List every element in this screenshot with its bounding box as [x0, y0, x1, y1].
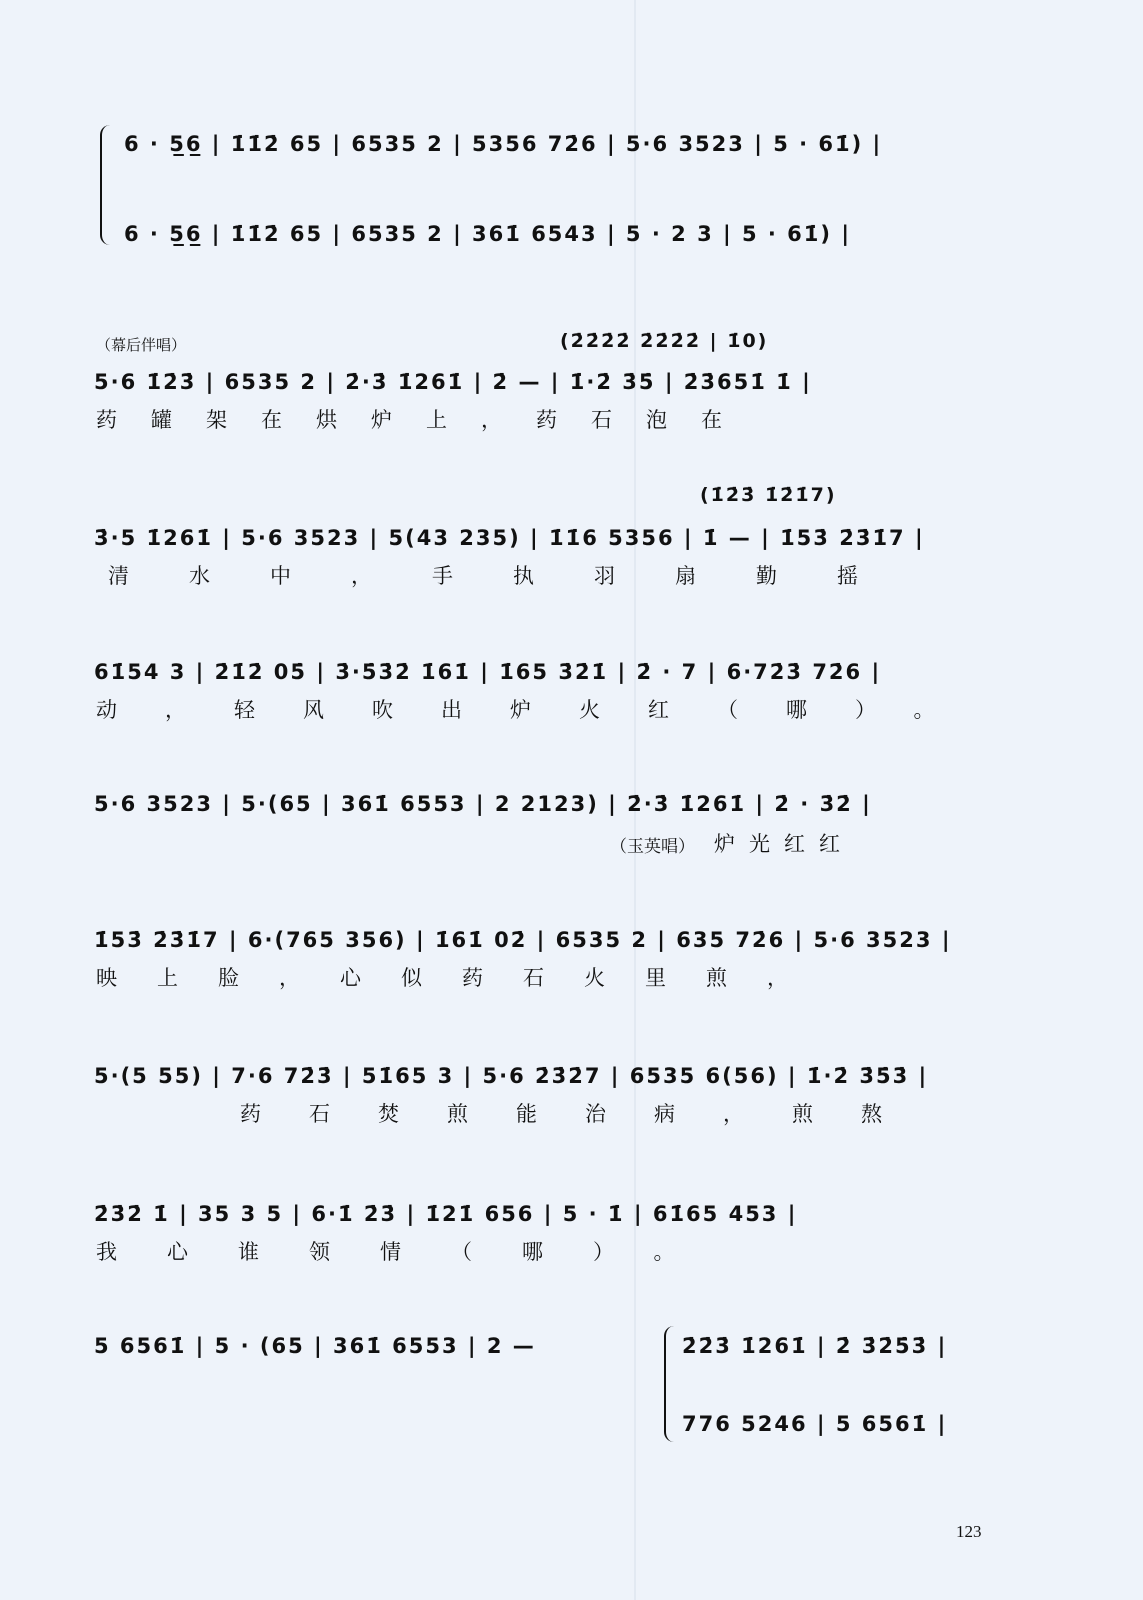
notation-line: 5·(5 55) | 7·6 72̇3̇ | 51̇65 3 | 5·6 2̇3̇2̇7 | 6535 6(56) | 1̇·2̇ 3̇5̇3̇ |: [94, 1064, 929, 1088]
notation-line: 5 6561̇ | 5 · (65 | 361̇ 6553 | 2 —: [94, 1334, 536, 1358]
notation-line: 1̇53̇ 2̇3̇1̇7 | 6·(765 356) | 1̇61̇ 02̇ | 6535 2 | 635 72̇6 | 5·6 3523 |: [94, 928, 952, 952]
notation-line: 2̇2̇3̇ 1̇261̇ | 2̇ 3̇2̇5̇3̇ |: [682, 1334, 948, 1358]
lyric-line: 炉光红红: [714, 832, 854, 856]
notation-line: 776 5246 | 5 6561̇ |: [682, 1412, 948, 1436]
notation-prelude: (1̇2̇3̇ 1̇2̇1̇7): [700, 484, 837, 506]
lyric-line: 映上脸，心似药石火里煎，: [96, 966, 828, 990]
lyric-line: 药罐架在烘炉上，药石泡在: [96, 408, 756, 432]
notation-line: 6 · 5̲6̲ | 1̇1̇2̇ 65 | 6535 2 | 361̇ 6543 | 5 · 2 3 | 5 · 61̇) |: [124, 222, 851, 246]
system-brace: [100, 125, 110, 245]
lyric-line: 动，轻风吹出炉火红（哪）。: [96, 698, 983, 722]
notation-line: 5·6 1̇2̇3̇ | 6535 2 | 2̇·3̇ 1̇261̇ | 2̇ — | 1̇·2̇ 3̇5̇ | 2̇3̇651̇ 1̇ |: [94, 370, 812, 394]
chorus-label: （幕后伴唱）: [96, 336, 187, 354]
lyric-line: 清水中，手执羽扇勤摇: [108, 564, 918, 588]
notation-line: 5·6 3523 | 5·(65 | 361̇ 6553 | 2 2123) | 2̇·3̇ 1̇261̇ | 2̇ · 3̇2̇ |: [94, 792, 872, 816]
page-number: 123: [956, 1522, 982, 1541]
system-brace: [664, 1326, 674, 1442]
lyric-line: 药石焚煎能治病，煎熬: [240, 1102, 930, 1126]
notation-line: 61̇54 3 | 2̇1̇2̇ 05̇ | 3̇·5̇3̇2̇ 1̇61̇ | 1̇65 3̇2̇1̇ | 2̇ · 7 | 6·72̇3̇ 72̇6 |: [94, 660, 882, 684]
notation-line: 2̇3̇2̇ 1̇ | 35 3 5 | 6·1̇ 2̇3̇ | 1̇21̇ 656 | 5 · 1̇ | 61̇65 453 |: [94, 1202, 798, 1226]
lyric-line: 我心谁领情（哪）。: [96, 1240, 725, 1264]
notation-prelude: (2̇2̇2̇2̇ 2̇2̇2̇2̇ | 1̇0): [560, 330, 769, 352]
notation-line: 3̇·5 1̇261̇ | 5·6 3523 | 5(43 235) | 1̇1̇6 5356 | 1̇ — | 1̇53̇ 2̇3̇1̇7 |: [94, 526, 925, 550]
notation-line: 6 · 5̲6̲ | 1̇1̇2̇ 65 | 6535 2 | 5356 72̇6 | 5·6 3523 | 5 · 61̇) |: [124, 132, 883, 156]
singer-label: （玉英唱）: [610, 837, 695, 857]
